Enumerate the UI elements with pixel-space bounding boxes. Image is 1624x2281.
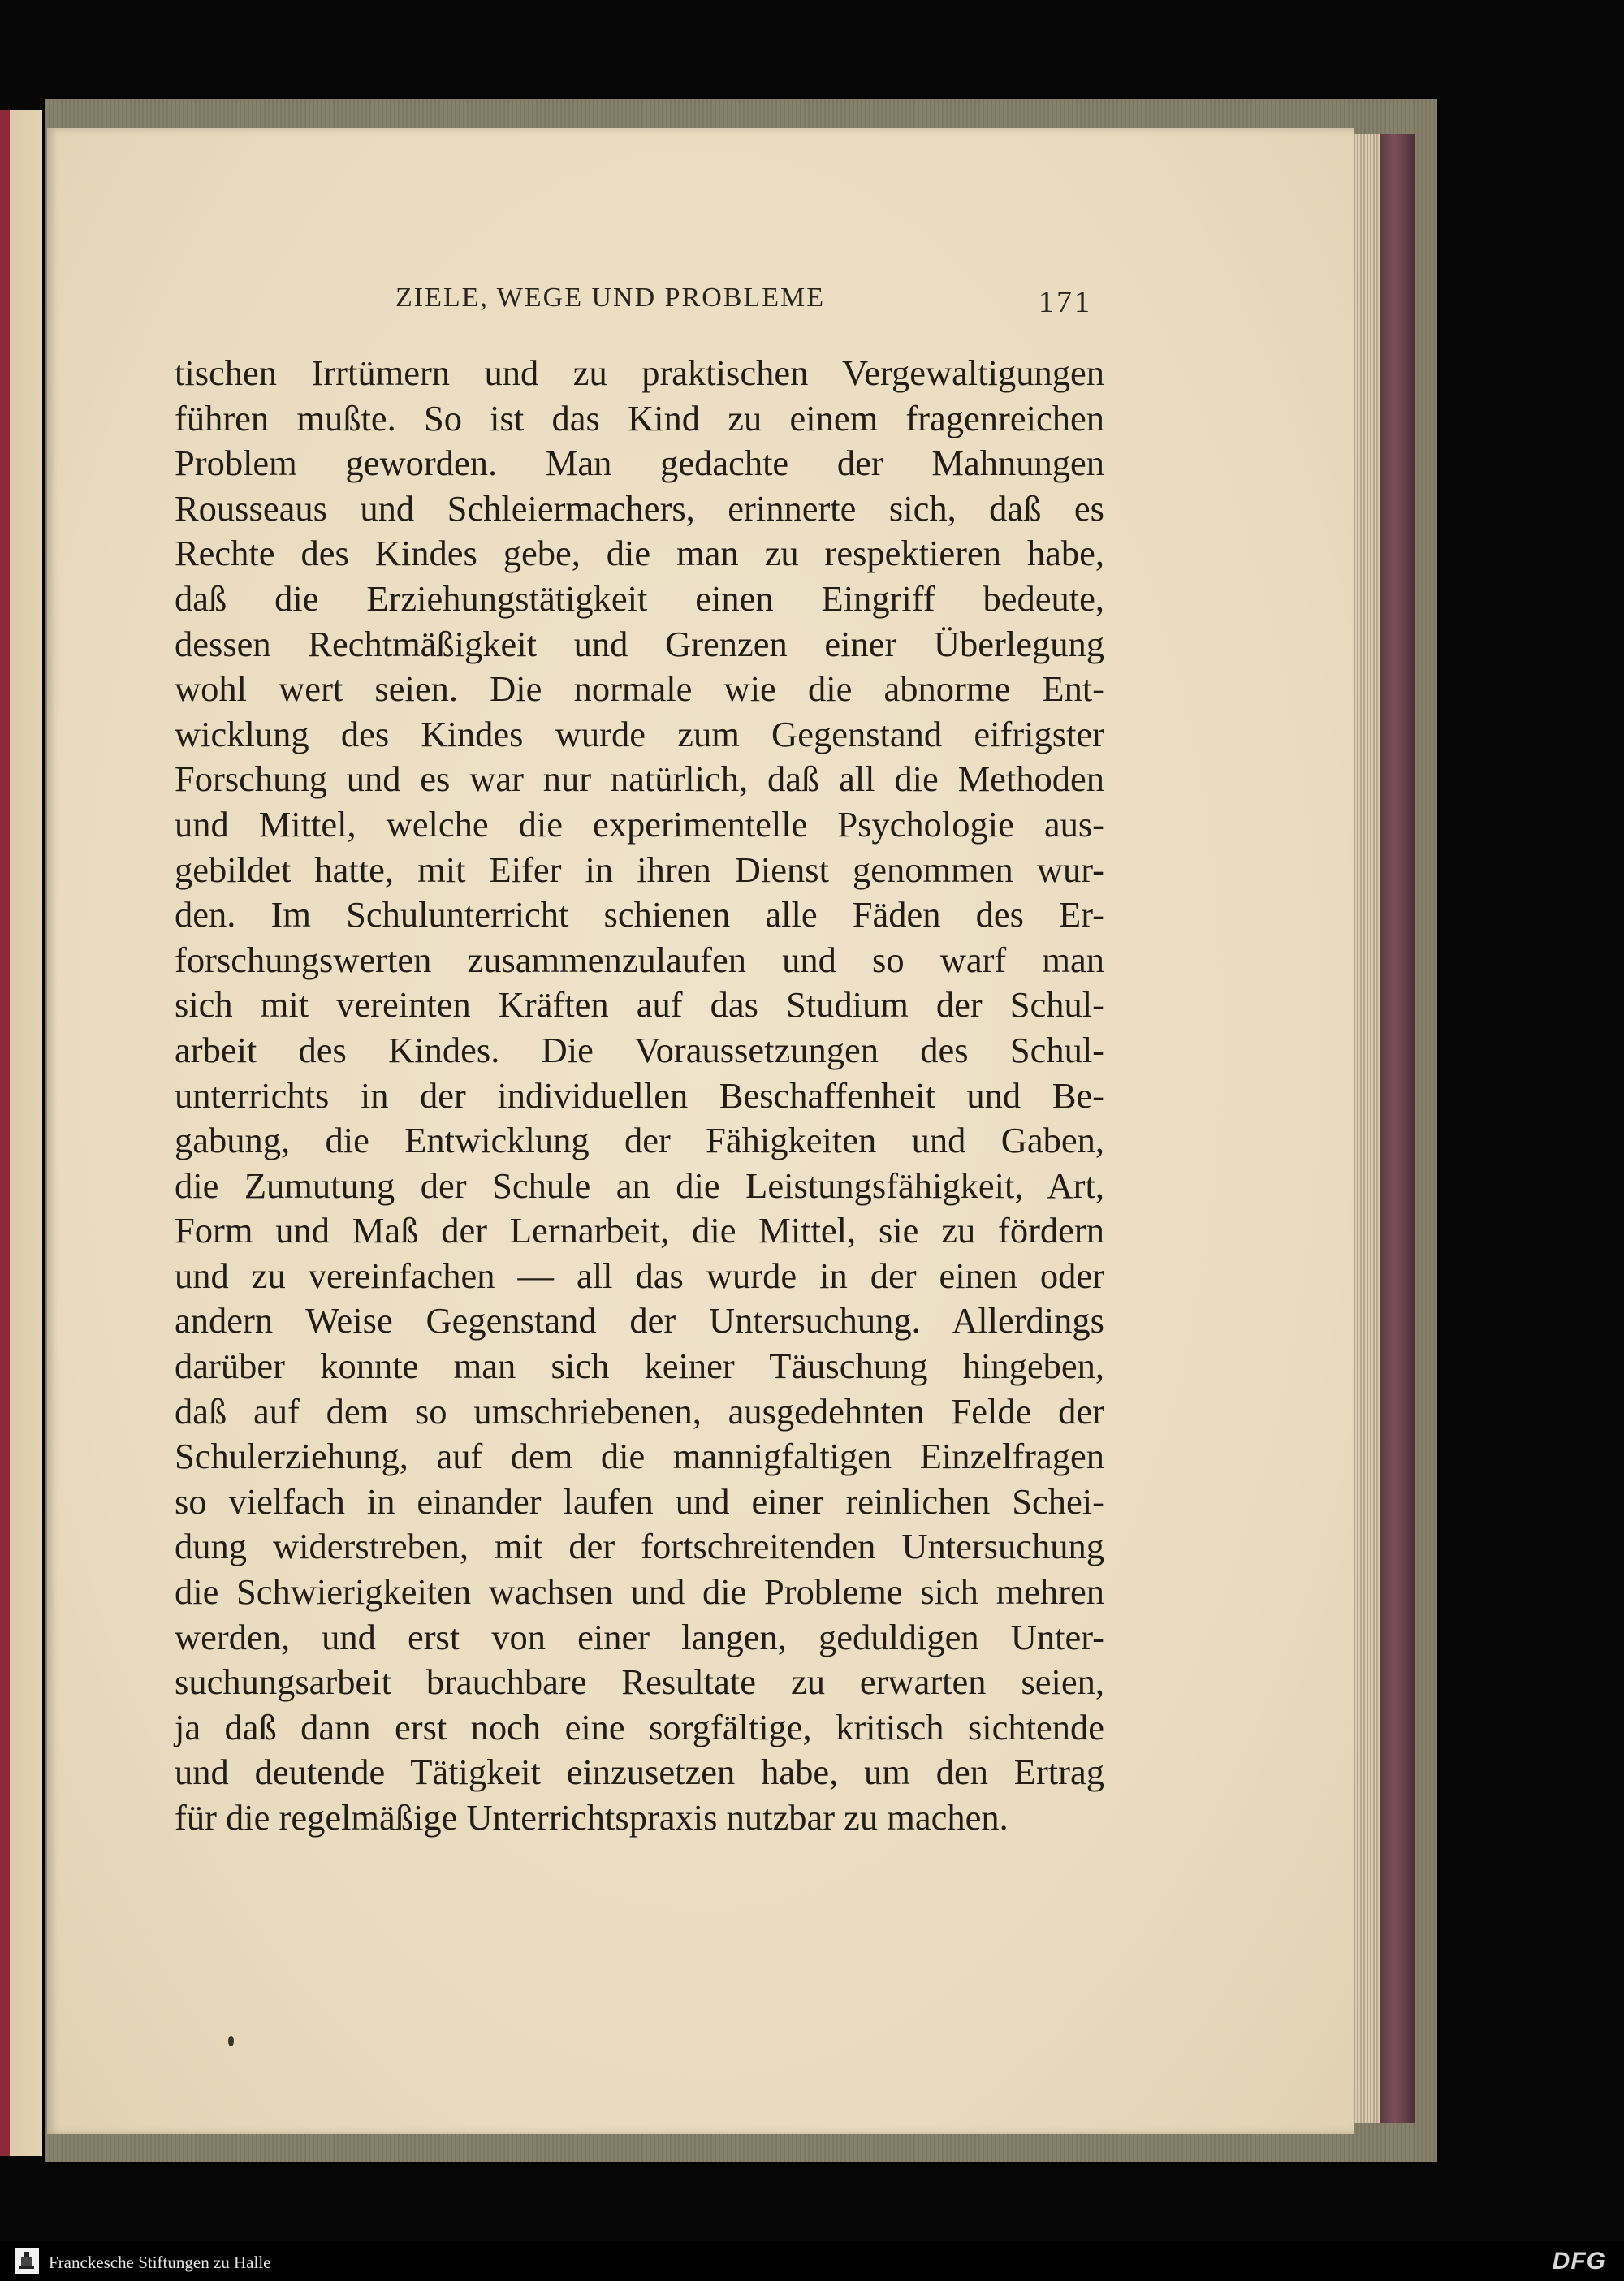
text-line: unterrichts in der individuellen Beschaffenheit und Be- bbox=[175, 1074, 1104, 1116]
running-title: ZIELE, WEGE UND PROBLEME bbox=[395, 283, 825, 313]
text-line: arbeit des Kindes. Die Voraussetzungen des Schul- bbox=[175, 1029, 1104, 1070]
institution-logo-icon bbox=[15, 2248, 39, 2274]
body-text bbox=[175, 351, 1104, 1841]
text-line: wicklung des Kindes wurde zum Gegenstand eifrigster bbox=[175, 713, 1104, 754]
text-line: Schulerziehung, auf dem die mannigfaltigen Einzelfragen bbox=[175, 1436, 1104, 1477]
text-line: dessen Rechtmäßigkeit und Grenzen einer Überlegung bbox=[175, 623, 1104, 664]
text-line: die Schwierigkeiten wachsen und die Probleme sich mehren bbox=[175, 1571, 1104, 1613]
text-line: für die regelmäßige Unterrichtspraxis nutzbar zu machen. bbox=[175, 1797, 1009, 1838]
text-line: und deutende Tätigkeit einzusetzen habe, um den Ertrag bbox=[175, 1752, 1104, 1793]
text-line: und zu vereinfachen — all das wurde in der einen oder bbox=[175, 1255, 1104, 1296]
text-line: Form und Maß der Lernarbeit, die Mittel, sie zu fördern bbox=[175, 1210, 1104, 1251]
text-line: Forschung und es war nur natürlich, daß all die Methoden bbox=[175, 758, 1104, 800]
text-line: Rechte des Kindes gebe, die man zu respektieren habe, bbox=[175, 533, 1104, 574]
viewer-footer bbox=[0, 2241, 1624, 2281]
text-line: darüber konnte man sich keiner Täuschung hingeben, bbox=[175, 1346, 1104, 1387]
text-line: führen mußte. So ist das Kind zu einem fragenreichen bbox=[175, 397, 1104, 438]
footer-institution: Franckesche Stiftungen zu Halle bbox=[49, 2253, 271, 2272]
page-number: 171 bbox=[1039, 285, 1092, 319]
cover-board-edge bbox=[1380, 134, 1415, 2123]
text-line: wohl wert seien. Die normale wie die abnorme Ent- bbox=[175, 668, 1104, 710]
text-line: dung widerstreben, mit der fortschreitenden Untersuchung bbox=[175, 1526, 1104, 1567]
text-line: sich mit vereinten Kräften auf das Studium der Schul- bbox=[175, 984, 1104, 1026]
text-line: den. Im Schulunterricht schienen alle Fäden des Er- bbox=[175, 894, 1104, 935]
text-line: daß die Erziehungstätigkeit einen Eingriff bedeute, bbox=[175, 577, 1104, 619]
page-stack-edge bbox=[1352, 134, 1383, 2123]
ink-speck bbox=[228, 2036, 234, 2046]
text-line: werden, und erst von einer langen, geduldigen Unter- bbox=[175, 1616, 1104, 1657]
dfg-logo: DFG bbox=[1552, 2248, 1606, 2275]
text-line: die Zumutung der Schule an die Leistungsfähigkeit, Art, bbox=[175, 1164, 1104, 1206]
text-line: daß auf dem so umschriebenen, ausgedehnten Felde der bbox=[175, 1390, 1104, 1432]
text-line: andern Weise Gegenstand der Untersuchung. Allerdings bbox=[175, 1300, 1104, 1341]
text-line: so vielfach in einander laufen und einer reinlichen Schei- bbox=[175, 1480, 1104, 1522]
text-line: gabung, die Entwicklung der Fähigkeiten und Gaben, bbox=[175, 1120, 1104, 1161]
text-line: ja daß dann erst noch eine sorgfältige, kritisch sichtende bbox=[175, 1706, 1104, 1747]
text-line: und Mittel, welche die experimentelle Psychologie aus- bbox=[175, 803, 1104, 845]
text-line: forschungswerten zusammenzulaufen und so warf man bbox=[175, 939, 1104, 980]
text-line: Problem geworden. Man gedachte der Mahnungen bbox=[175, 443, 1104, 484]
running-head bbox=[386, 283, 1100, 323]
text-line: tischen Irrtümern und zu praktischen Vergewaltigungen bbox=[175, 352, 1104, 393]
book-spine-ribbon bbox=[0, 110, 10, 2156]
text-line: Rousseaus und Schleiermachers, erinnerte sich, daß es bbox=[175, 487, 1104, 529]
text-line: suchungsarbeit brauchbare Resultate zu erwarten seien, bbox=[175, 1661, 1104, 1703]
text-line: gebildet hatte, mit Eifer in ihren Dienst genommen wur- bbox=[175, 849, 1104, 890]
